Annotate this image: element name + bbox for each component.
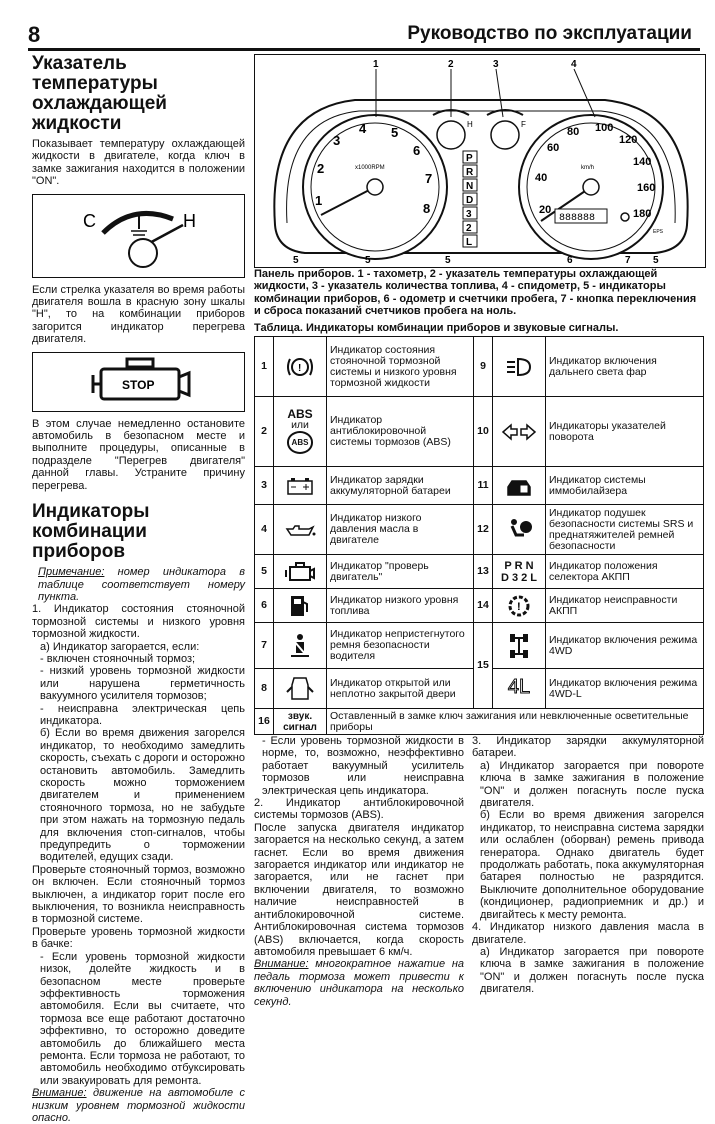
gear-letter: L: [466, 237, 473, 248]
brake-warning-icon: [274, 337, 327, 397]
heading-coolant-gauge: Указатель температуры охлаждающей жидкости: [32, 53, 167, 134]
body-p: 2. Индикатор антиблокировочной системы тормозов (ABS).: [254, 797, 464, 822]
tach-num: 8: [423, 201, 431, 216]
d32l-label: D 3 2 L: [500, 571, 538, 584]
speed-num: 160: [637, 182, 656, 194]
cell-text: Индикаторы указателей поворота: [546, 397, 704, 467]
row-num: 15: [474, 623, 493, 709]
gear-letter: D: [466, 195, 474, 206]
cell-text: Индикатор антиблокировочной системы тормозов (ABS): [327, 397, 474, 467]
table-row: [255, 623, 704, 669]
row-num: 16: [255, 709, 274, 735]
eps-label: EPS: [653, 229, 664, 235]
cell-text: Индикатор "проверь двигатель": [327, 555, 474, 589]
body-p: - Если уровень тормозной жидкости низок, долейте жидкость и в безопасном месте проверьте эффективность торможения автомобиля. Если вы считаете, что тормоза все еще работают достаточно эффективно, то осторожно доведите автомобиль до ближайшего места ремонта. Если тормоза не работают, то автомобиль необходимо отбуксировать или эвакуировать для ремонта.: [40, 950, 245, 1087]
row-num: 10: [474, 397, 493, 467]
cell-text: Индикатор системы иммобилайзера: [546, 467, 704, 505]
cell-text: Оставленный в замке ключ зажигания или невключенные осветительные приборы: [327, 709, 704, 735]
body-p: После запуска двигателя индикатор загорается на несколько секунд, а затем гаснет. Если во время движения загорается индикатор или индикатор не загорается, или не гаснет при включении двигателя, то возможно наличие неисправностей в антиблокировочной системе. Антиблокировочная система тормозов (ABS) включается, когда скорость автомобиля превышает 6 км/ч.: [254, 821, 464, 958]
seatbelt-icon: [274, 623, 327, 669]
speed-num: 100: [595, 122, 614, 134]
speed-num: 40: [535, 172, 548, 184]
cell-text: Индикатор включения режима 4WD: [546, 623, 704, 669]
callout: 3: [493, 59, 499, 70]
cell-text: Индикатор положения селектора АКПП: [546, 555, 704, 589]
kmh-unit: km/h: [581, 165, 595, 171]
prn-label: P R N: [504, 559, 534, 572]
airbag-icon: [493, 505, 546, 555]
paragraph: В этом случае немедленно остановите автомобиль в безопасном месте и выполните процедуры, описанные в подразделе "Перегрев двигателя" данной главы. Устраните причину перегрева.: [32, 417, 245, 492]
abs-or: или: [291, 419, 309, 431]
cell-text: Индикатор состояния стояночной тормозной системы и низкого уровня тормозной жидкости: [327, 337, 474, 397]
tach-num: 3: [333, 133, 341, 148]
gear-letter: R: [466, 167, 474, 178]
fuel-gauge: [487, 110, 526, 149]
row-num: 9: [474, 337, 493, 397]
body-p: Проверьте уровень тормозной жидкости в бачке:: [32, 925, 245, 951]
4wd-low-icon: [493, 669, 546, 709]
odometer-display: 888888: [559, 213, 596, 224]
tach-num: 2: [317, 161, 325, 176]
transmission-fault-icon: [493, 589, 546, 623]
coolant-gauge-illustration: [33, 195, 243, 275]
body-p: б) Если во время движения загорелся индикатор, то необходимо замедлить скорость, съехать с дороги и осторожно остановить автомобиль. Замедлить скорость можно торможением двигателем и применением стояночного тормоза, но не забудьте при этом нажать на тормозную педаль для включения стоп-сигналов, чтобы предупредить о торможении водителей, едущих сзади.: [40, 727, 245, 864]
engine-stop-icon: [33, 353, 243, 409]
trip-reset-button[interactable]: [621, 213, 629, 221]
callout: 5: [653, 255, 659, 266]
paragraph: Если стрелка указателя во время работы двигателя вошла в красную зону шкалы "H", то на комбинации приборов загорится индикатор перегрева двигателя.: [32, 283, 245, 346]
cell-text: Индикатор открытой или неплотно закрытой двери: [327, 669, 474, 709]
immobilizer-icon: [493, 467, 546, 505]
warning: [254, 958, 464, 1008]
body-p: 1. Индикатор состояния стояночной тормозной системы и низкого уровня тормозной жидкости.: [32, 603, 245, 641]
row-num: 13: [474, 555, 493, 589]
paragraph: Показывает температуру охлаждающей жидкости в двигателе, когда ключ в замке зажигания находится в положении "ON".: [32, 138, 245, 188]
tach-num: 4: [359, 121, 367, 136]
gear-letter: N: [466, 181, 474, 192]
table-row: [255, 589, 704, 623]
instrument-panel-figure: [254, 54, 706, 268]
high-beam-icon: [493, 337, 546, 397]
tachometer: [303, 115, 447, 259]
body-p: а) Индикатор загорается при повороте ключа в замке зажигания в положение "ON" и должен погаснуть после пуска двигателя.: [480, 945, 704, 996]
right-column: [472, 735, 704, 996]
page-header: [28, 22, 700, 51]
body-p: 3. Индикатор зарядки аккумуляторной батареи.: [472, 735, 704, 760]
gear-indicator-column: [463, 151, 477, 248]
fuel-pump-icon: [274, 589, 327, 623]
rpm-unit: x1000RPM: [355, 165, 385, 171]
speed-num: 120: [619, 134, 638, 146]
tach-num: 1: [315, 193, 323, 208]
body-p: - неисправна электрическая цепь индикатора.: [40, 702, 245, 727]
row-num: 8: [255, 669, 274, 709]
body-p: 4. Индикатор низкого давления масла в двигателе.: [472, 921, 704, 946]
speed-num: 80: [567, 126, 580, 138]
body-p: - низкий уровень тормозной жидкости или нарушена герметичность вакуумного усилителя тормозов;: [40, 665, 245, 703]
callout: 5: [445, 255, 451, 266]
body-p: б) Если во время движения загорелся индикатор, то неисправна система зарядки или ослаблен (оборван) ремень привода генератора. Однако двигатель будет продолжать работать, пока аккумуляторная батарея полностью не разрядится. Выключите дополнительное оборудование (кондиционер, радиоприемник и др.) и двигайтесь к месту ремонта.: [480, 809, 704, 921]
cell-text: Индикатор включения режима 4WD-L: [546, 669, 704, 709]
temp-gauge: [433, 110, 473, 149]
body-p: Проверьте стояночный тормоз, возможно он включен. Если стояночный тормоз выключен, а индикатор горит после его выключения, то возникла неисправность в тормозной системе.: [32, 863, 245, 926]
row-num: 1: [255, 337, 274, 397]
gear-letter: P: [466, 153, 473, 164]
svg-text:!: !: [517, 600, 521, 613]
gauge-c-label: C: [83, 210, 96, 231]
speed-num: 140: [633, 156, 652, 168]
warning-text: движение на автомобиле с низким уровнем тормозной жидкости опасно.: [32, 1087, 245, 1124]
abs-circle: ABS: [287, 431, 314, 454]
gear-letter: 2: [466, 223, 472, 234]
indicators-table: [254, 336, 704, 735]
table-row: [255, 467, 704, 505]
page-number: 8: [28, 22, 41, 47]
callout: 6: [567, 255, 573, 266]
row-num: 11: [474, 467, 493, 505]
abs-text: ABS: [287, 407, 313, 421]
row-num: 4: [255, 505, 274, 555]
battery-icon: [274, 467, 327, 505]
abs-icon: [274, 397, 327, 467]
row-num: 5: [255, 555, 274, 589]
table-row: [255, 555, 704, 589]
heading-indicators: Индикаторы комбинации приборов: [32, 501, 150, 563]
row-num: 12: [474, 505, 493, 555]
body-p: а) Индикатор загорается, если:: [40, 640, 200, 653]
table-row: [255, 709, 704, 735]
middle-column: [254, 735, 464, 1008]
instrument-panel-illustration: [255, 55, 705, 267]
table-row: [255, 397, 704, 467]
table-row: [255, 505, 704, 555]
callout: 1: [373, 59, 379, 70]
callout: 7: [625, 255, 631, 266]
gear-selector-icon: [493, 555, 546, 589]
note-label: Примечание:: [38, 566, 105, 579]
turn-signal-icon: [493, 397, 546, 467]
row-num: 3: [255, 467, 274, 505]
svg-text:!: !: [298, 362, 302, 374]
callout: 5: [293, 255, 299, 266]
tach-num: 5: [391, 125, 399, 140]
table-row: [255, 337, 704, 397]
warning-label: Внимание:: [254, 958, 309, 971]
callout: 4: [571, 59, 577, 70]
warning: [32, 1087, 245, 1124]
coolant-gauge-figure: [32, 194, 245, 278]
speed-num: 60: [547, 142, 560, 154]
figure-caption: Панель приборов. 1 - тахометр, 2 - указатель температуры охлаждающей жидкости, 3 - указатель количества топлива, 4 - спидометр, 5 - индикаторы комбинации приборов, 6 - одометр и счетчики пробега, 7 - кнопка переключения и сброса показаний счетчиков пробега на ноль.: [254, 268, 697, 318]
thermometer-icon: [131, 215, 147, 235]
4wd-icon: [493, 623, 546, 669]
warning-text: многократное нажатие на педаль тормоза может привести к включению индикатора на несколько секунд.: [254, 958, 464, 1008]
row-num: 7: [255, 623, 274, 669]
4l-label: 4L: [507, 675, 531, 698]
check-engine-figure: [32, 352, 245, 412]
fuel-f-label: F: [521, 120, 526, 129]
speedometer: [519, 115, 664, 259]
left-column: [32, 54, 245, 1124]
oil-pressure-icon: [274, 505, 327, 555]
speed-num: 180: [633, 208, 652, 220]
temp-h-label: H: [467, 120, 473, 129]
sound-signal-label: звук. сигнал: [274, 709, 327, 735]
body-p: - включен стояночный тормоз;: [40, 652, 196, 665]
speed-num: 20: [539, 204, 552, 216]
door-open-icon: [274, 669, 327, 709]
warning-label: Внимание:: [32, 1087, 87, 1100]
cell-text: Индикатор низкого уровня топлива: [327, 589, 474, 623]
cell-text: Индикатор включения дальнего света фар: [546, 337, 704, 397]
callout: 5: [365, 255, 371, 266]
row-num: 14: [474, 589, 493, 623]
cell-text: Индикатор неисправности АКПП: [546, 589, 704, 623]
body-p: а) Индикатор загорается при повороте ключа в замке зажигания в положение "ON" и должен погаснуть после пуска двигателя.: [480, 759, 704, 810]
cell-text: Индикатор подушек безопасности системы SRS и преднатяжителей ремней безопасности: [546, 505, 704, 555]
row-num: 6: [255, 589, 274, 623]
tach-num: 7: [425, 171, 433, 186]
gear-letter: 3: [466, 209, 472, 220]
stop-label: STOP: [122, 377, 155, 392]
callout: 2: [448, 59, 454, 70]
cell-text: Индикатор непристегнутого ремня безопасности водителя: [327, 623, 474, 669]
check-engine-icon: [274, 555, 327, 589]
page-title: Руководство по эксплуатации: [407, 23, 692, 44]
note: [32, 566, 245, 603]
cell-text: Индикатор низкого давления масла в двигателе: [327, 505, 474, 555]
row-num: 2: [255, 397, 274, 467]
table-caption: Таблица. Индикаторы комбинации приборов и звуковые сигналы.: [254, 322, 619, 334]
body-p: - Если уровень тормозной жидкости в норме, то, возможно, неэффективно работает вакуумный усилитель тормозов или неисправна электрическая цепь индикатора.: [262, 735, 464, 797]
gauge-h-label: H: [183, 210, 196, 231]
note-text: номер индикатора в таблице соответствует номеру пункта.: [38, 566, 245, 603]
tach-num: 6: [413, 143, 421, 158]
cell-text: Индикатор зарядки аккумуляторной батареи: [327, 467, 474, 505]
